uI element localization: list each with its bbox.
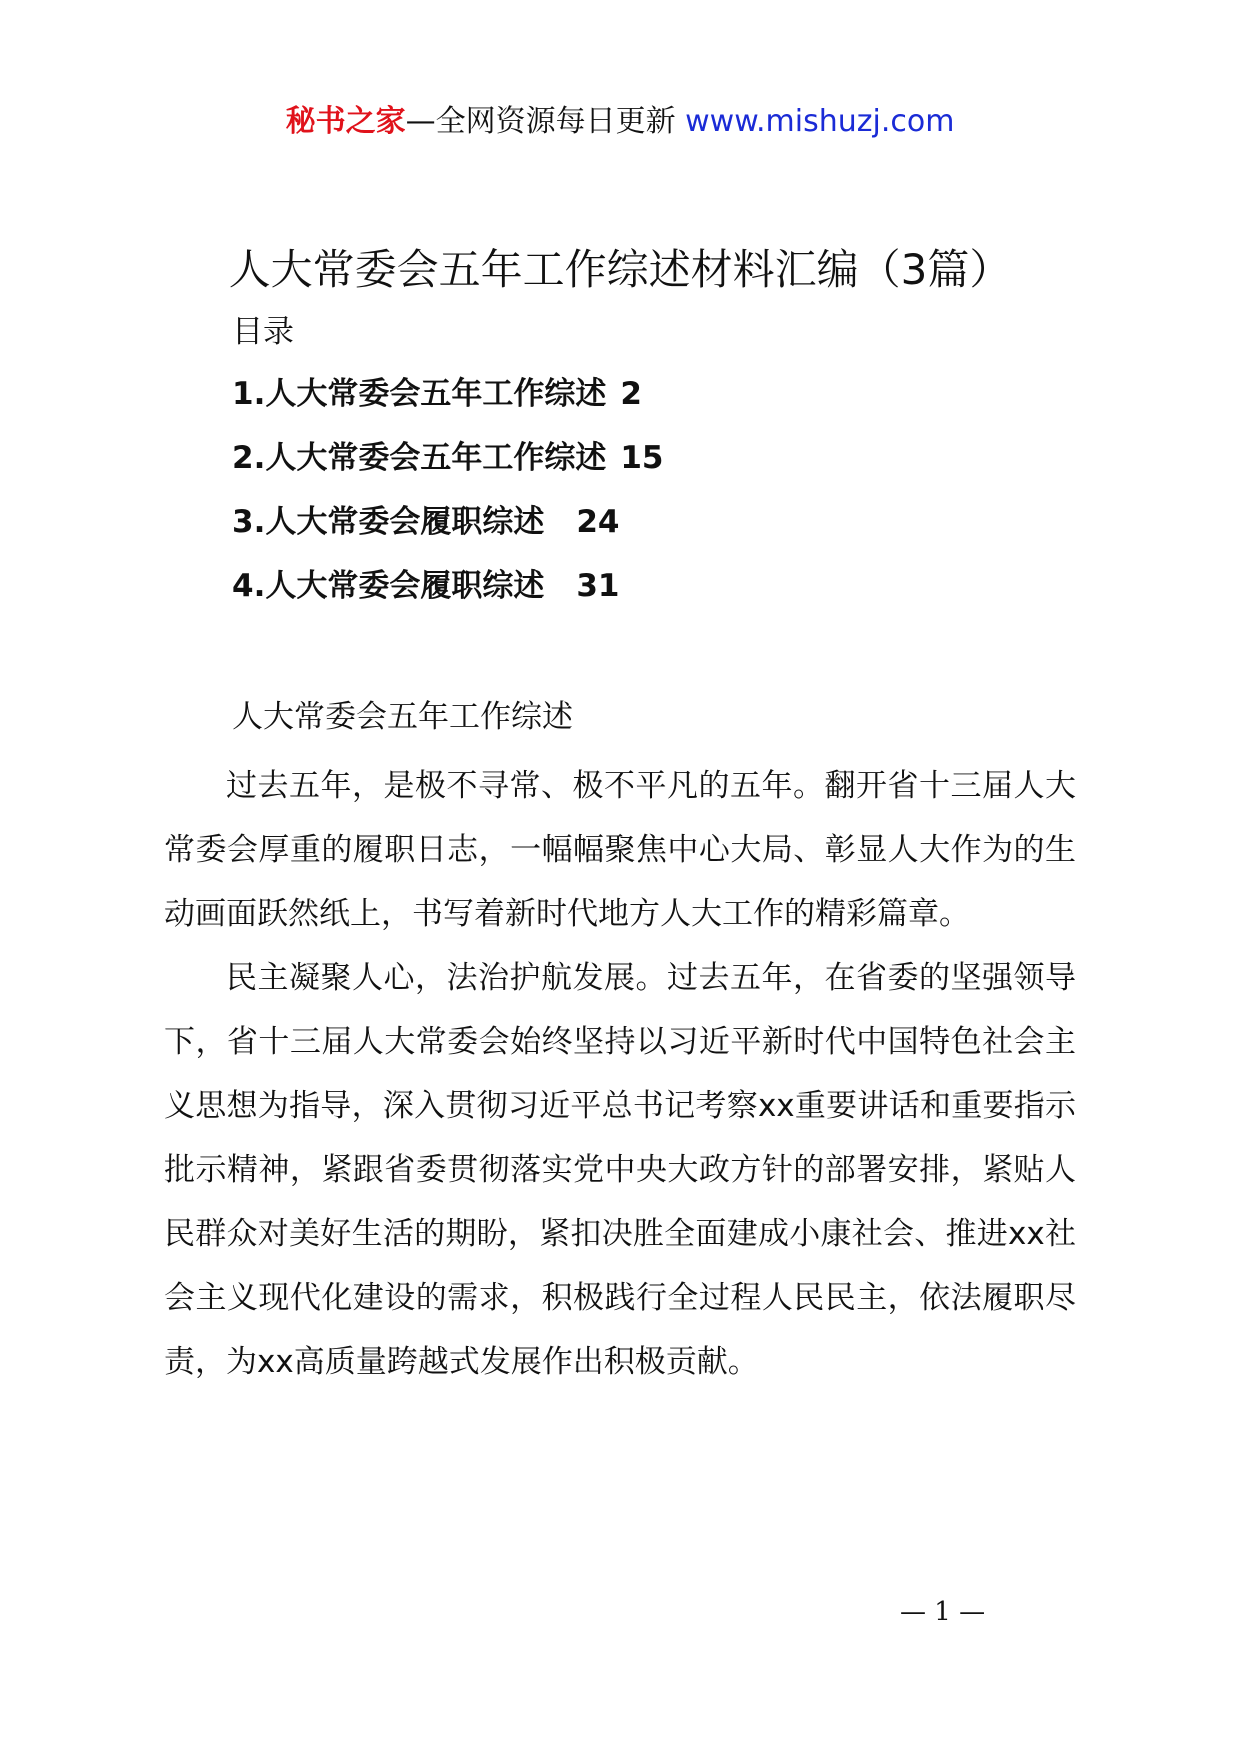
site-brand: 秘书之家 <box>285 104 406 139</box>
table-of-contents <box>232 372 664 628</box>
page-number: — 1 — <box>900 1597 986 1627</box>
body-text <box>164 754 1076 1394</box>
document-title: 人大常委会五年工作综述材料汇编（3篇） <box>228 245 1012 294</box>
toc-heading: 目录 <box>232 314 294 350</box>
toc-item[interactable] <box>232 500 664 564</box>
paragraph: 民主凝聚人心，法治护航发展。过去五年，在省委的坚强领导下，省十三届人大常委会始终坚持以习近平新时代中国特色社会主义思想为指导，深入贯彻习近平总书记考察xx重要讲话和重要指示批示精神，紧跟省委贯彻落实党中央大政方针的部署安排，紧贴人民群众对美好生活的期盼，紧扣决胜全面建成小康社会、推进xx社会主义现代化建设的需求，积极践行全过程人民民主，依法履职尽责，为xx高质量跨越式发展作出积极贡献。 <box>164 960 1076 1380</box>
toc-item-page: 2 <box>620 376 642 412</box>
toc-item[interactable] <box>232 372 664 436</box>
toc-item-page: 15 <box>620 440 664 476</box>
toc-item-page: 24 <box>576 504 620 540</box>
site-url[interactable]: www.mishuzj.com <box>685 104 955 139</box>
site-banner <box>0 100 1240 144</box>
toc-item[interactable] <box>232 564 664 628</box>
toc-item-label: 2.人大常委会五年工作综述 <box>232 440 607 476</box>
toc-item-page: 31 <box>576 568 620 604</box>
site-slogan: —全网资源每日更新 <box>405 104 686 139</box>
toc-item-label: 3.人大常委会履职综述 <box>232 504 545 540</box>
section-title: 人大常委会五年工作综述 <box>232 699 573 735</box>
toc-item-label: 1.人大常委会五年工作综述 <box>232 376 607 412</box>
toc-item[interactable] <box>232 436 664 500</box>
paragraph: 过去五年，是极不寻常、极不平凡的五年。翻开省十三届人大常委会厚重的履职日志，一幅幅聚焦中心大局、彰显人大作为的生动画面跃然纸上，书写着新时代地方人大工作的精彩篇章。 <box>164 768 1076 932</box>
toc-item-label: 4.人大常委会履职综述 <box>232 568 545 604</box>
